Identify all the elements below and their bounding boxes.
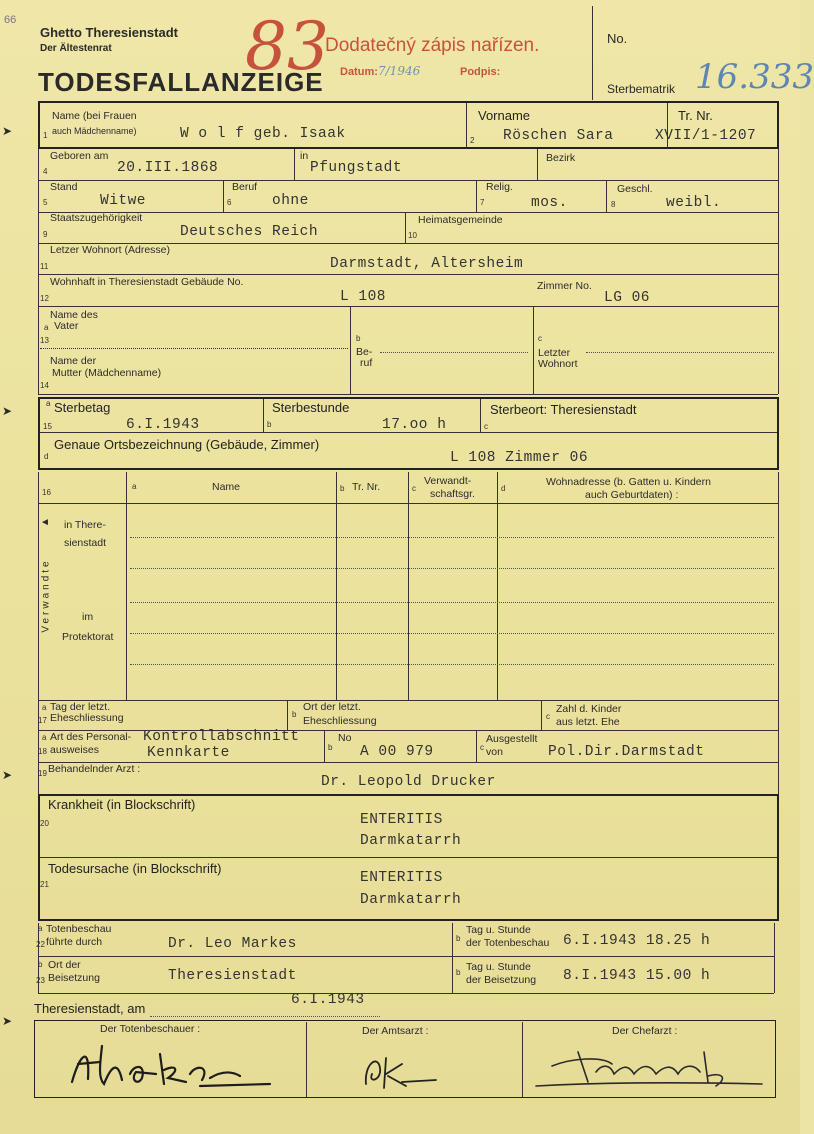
relatives-verwandt-header-1: Verwandt- [424,475,472,487]
no-label: No. [607,31,628,46]
in-there-label-1: in There- [64,519,106,531]
field-number: 13 [40,336,49,345]
beruf-label: Beruf [232,181,258,193]
relig-label: Relig. [486,181,513,193]
sub-letter: a [44,323,49,332]
stamp-datum-label: Datum: [340,66,378,78]
field-number: 4 [43,167,48,176]
sub-letter: b [292,710,297,719]
death-box [38,397,779,470]
in-there-label-2: sienstadt [64,537,107,549]
zahl-kinder-label-1: Zahl d. Kinder [556,703,622,715]
art-ausweis-value-1: Kontrollabschnitt [143,729,300,745]
amtsarzt-signature [356,1044,446,1092]
sub-letter: c [484,422,488,431]
tag-totenbeschau-label-1: Tag u. Stunde [466,924,531,936]
tag-eheschliessung-label-2: Eheschliessung [50,712,124,724]
art-ausweis-label-1: Art des Personal- [50,731,132,743]
field-number: 8 [611,200,616,209]
sub-letter: b [456,968,461,977]
art-ausweis-value-2: Kennkarte [147,745,230,761]
stand-label: Stand [50,181,78,193]
sub-letter: a [46,399,51,408]
totenbeschau-value: Dr. Leo Markes [168,936,297,952]
stamp-datum-value: 7/1946 [378,64,421,78]
field-number: 11 [40,262,49,271]
ortsbez-label: Genaue Ortsbezeichnung (Gebäude, Zimmer) [54,437,320,452]
todesursache-value-2: Darmkatarrh [360,892,462,908]
in-label: in [300,150,309,162]
place-date-label: Theresienstadt, am [34,1001,146,1016]
letzter-parent-label-2: Wohnort [538,358,578,370]
relatives-vertical-label: Verwandte [40,558,52,633]
ort-beisetzung-value: Theresienstadt [168,968,297,984]
ort-beisetzung-label-2: Beisetzung [48,972,100,984]
trnr-label: Tr. Nr. [678,108,713,123]
field-number: 10 [408,231,417,240]
ortsbez-value: L 108 Zimmer 06 [450,450,589,466]
field-number: 16 [42,488,51,497]
todesursache-value-1: ENTERITIS [360,870,443,886]
sterbetag-label: Sterbetag [54,400,111,415]
corner-note: 66 [4,14,17,26]
ausgestellt-label-1: Ausgestellt [486,733,538,745]
field-number: 9 [43,230,48,239]
art-ausweis-label-2: ausweises [50,744,100,756]
arrow-mark-icon: ➤ [2,1014,13,1028]
ausgestellt-label-2: von [486,746,503,758]
relatives-name-header: Name [212,481,241,493]
sub-letter: b [456,934,461,943]
field-number: 22 [36,940,45,949]
sterbematrik-value: 16.333 [695,57,814,97]
ort-eheschliessung-label-1: Ort der letzt. [303,701,361,713]
mutter-label-2: Mutter (Mädchenname) [52,367,162,379]
sub-letter: a [132,482,137,491]
ausgestellt-value: Pol.Dir.Darmstadt [548,744,705,760]
field-number: 1 [43,131,48,140]
tag-beisetzung-label-2: der Beisetzung [466,974,537,986]
totenbeschau-label-1: Totenbeschau [46,923,112,935]
totenbeschauer-label: Der Totenbeschauer : [100,1023,201,1035]
sub-letter: d [44,452,49,461]
im-label-2: Protektorat [62,631,114,643]
arzt-value: Dr. Leopold Drucker [321,774,496,790]
arzt-label: Behandelnder Arzt : [48,763,141,775]
tag-beisetzung-value: 8.I.1943 15.00 h [563,968,711,984]
sub-letter: a [38,924,43,933]
amtsarzt-label: Der Amtsarzt : [362,1025,429,1037]
beruf-parent-label-2: ruf [360,357,373,369]
tag-totenbeschau-value: 6.I.1943 18.25 h [563,933,711,949]
sterbestunde-label: Sterbestunde [272,400,350,415]
field-number: 7 [480,198,485,207]
form-title: TODESFALLANZEIGE [38,67,324,97]
arrow-mark-icon: ➤ [2,768,13,782]
field-number: 12 [40,294,49,303]
relatives-verwandt-header-2: schaftsgr. [430,488,475,500]
handwritten-number: 83 [245,8,329,85]
relig-value: mos. [531,195,568,211]
totenbeschauer-signature [60,1034,280,1094]
stand-value: Witwe [100,193,147,209]
sterbeort-label: Sterbeort: Theresienstadt [490,402,637,417]
field-number: 23 [36,976,45,985]
relatives-wohn-header-2: auch Geburtdaten) : [585,489,679,501]
arrow-mark-icon: ◄ [40,517,50,528]
tag-beisetzung-label-1: Tag u. Stunde [466,961,531,973]
field-number: 15 [43,422,52,431]
stamp-podpis-label: Podpis: [460,66,501,78]
mutter-label-1: Name der [50,355,97,367]
sub-letter: b [328,743,333,752]
name-label-1: Name (bei Frauen [52,110,137,122]
letzter-wohnort-label: Letzer Wohnort (Adresse) [50,244,171,256]
field-number: 6 [227,198,232,207]
sub-letter: c [480,743,484,752]
arrow-mark-icon: ➤ [2,124,13,138]
trnr-value: XVII/1-1207 [655,128,757,144]
im-label-1: im [82,611,94,623]
geboren-label: Geboren am [50,150,109,162]
field-number: 17 [38,716,47,725]
chefarzt-label: Der Chefarzt : [612,1025,678,1037]
beruf-parent-label-1: Be- [356,346,373,358]
field-number: 18 [38,747,47,756]
ghetto-name: Ghetto Theresienstadt [40,25,178,40]
zahl-kinder-label-2: aus letzt. Ehe [556,716,620,728]
sub-letter: b [38,960,43,969]
ausweis-no-label: No [338,732,352,744]
sub-letter: c [538,334,542,343]
sub-letter: b [340,484,345,493]
krankheit-label: Krankheit (in Blockschrift) [48,797,196,812]
authority-name: Der Ältestenrat [40,43,112,54]
sub-letter: b [356,334,361,343]
field-number: 21 [40,880,49,889]
ausweis-no-value: A 00 979 [360,744,434,760]
sterbetag-value: 6.I.1943 [126,417,200,433]
beruf-value: ohne [272,193,309,209]
arrow-mark-icon: ➤ [2,404,13,418]
todesursache-label: Todesursache (in Blockschrift) [48,861,222,876]
chefarzt-signature [532,1042,768,1094]
geschl-value: weibl. [666,195,722,211]
bezirk-label: Bezirk [546,152,576,164]
sub-letter: c [546,712,550,721]
sub-letter: b [267,420,272,429]
field-number: 20 [40,819,49,828]
ort-eheschliessung-label-2: Eheschliessung [303,715,377,727]
krankheit-value-1: ENTERITIS [360,812,443,828]
staats-value: Deutsches Reich [180,224,319,240]
name-value: W o l f geb. Isaak [180,126,346,142]
name-label-2: auch Mädchenname) [52,126,137,136]
staats-label: Staatszugehörigkeit [50,212,143,224]
sterbematrik-label: Sterbematrik [607,82,676,96]
vater-label-1: Name des [50,309,98,321]
sub-letter: d [501,484,506,493]
sub-letter: a [42,733,47,742]
footer-date-value: 6.I.1943 [291,992,365,1008]
sub-letter: c [412,484,416,493]
field-number: 5 [43,198,48,207]
totenbeschau-label-2: führte durch [46,936,103,948]
geboren-value: 20.III.1868 [117,160,219,176]
letzter-wohnort-value: Darmstadt, Altersheim [330,256,524,272]
krankheit-value-2: Darmkatarrh [360,833,462,849]
relatives-trnr-header: Tr. Nr. [352,481,381,493]
sterbestunde-value: 17.oo h [382,417,447,433]
stamp-text: Dodatečný zápis nařízen. [325,35,540,56]
field-number: 14 [40,381,49,390]
field-number: 2 [470,136,475,145]
tag-totenbeschau-label-2: der Totenbeschau [466,937,550,949]
field-number: 19 [38,769,47,778]
vorname-value: Röschen Sara [503,128,614,144]
zimmer-value: LG 06 [604,290,651,306]
vater-label-2: Vater [54,320,79,332]
vorname-label: Vorname [478,108,531,123]
geschl-label: Geschl. [617,183,653,195]
zimmer-label: Zimmer No. [537,280,592,292]
letzter-parent-label-1: Letzter [538,347,571,359]
sub-letter: a [42,703,47,712]
in-value: Pfungstadt [310,160,403,176]
wohnhaft-label: Wohnhaft in Theresienstadt Gebäude No. [50,276,244,288]
ort-beisetzung-label-1: Ort der [48,959,81,971]
wohnhaft-value: L 108 [340,289,387,305]
tag-eheschliessung-label-1: Tag der letzt. [50,701,111,713]
heimat-label: Heimatsgemeinde [418,214,503,226]
relatives-wohn-header-1: Wohnadresse (b. Gatten u. Kindern [546,476,711,488]
